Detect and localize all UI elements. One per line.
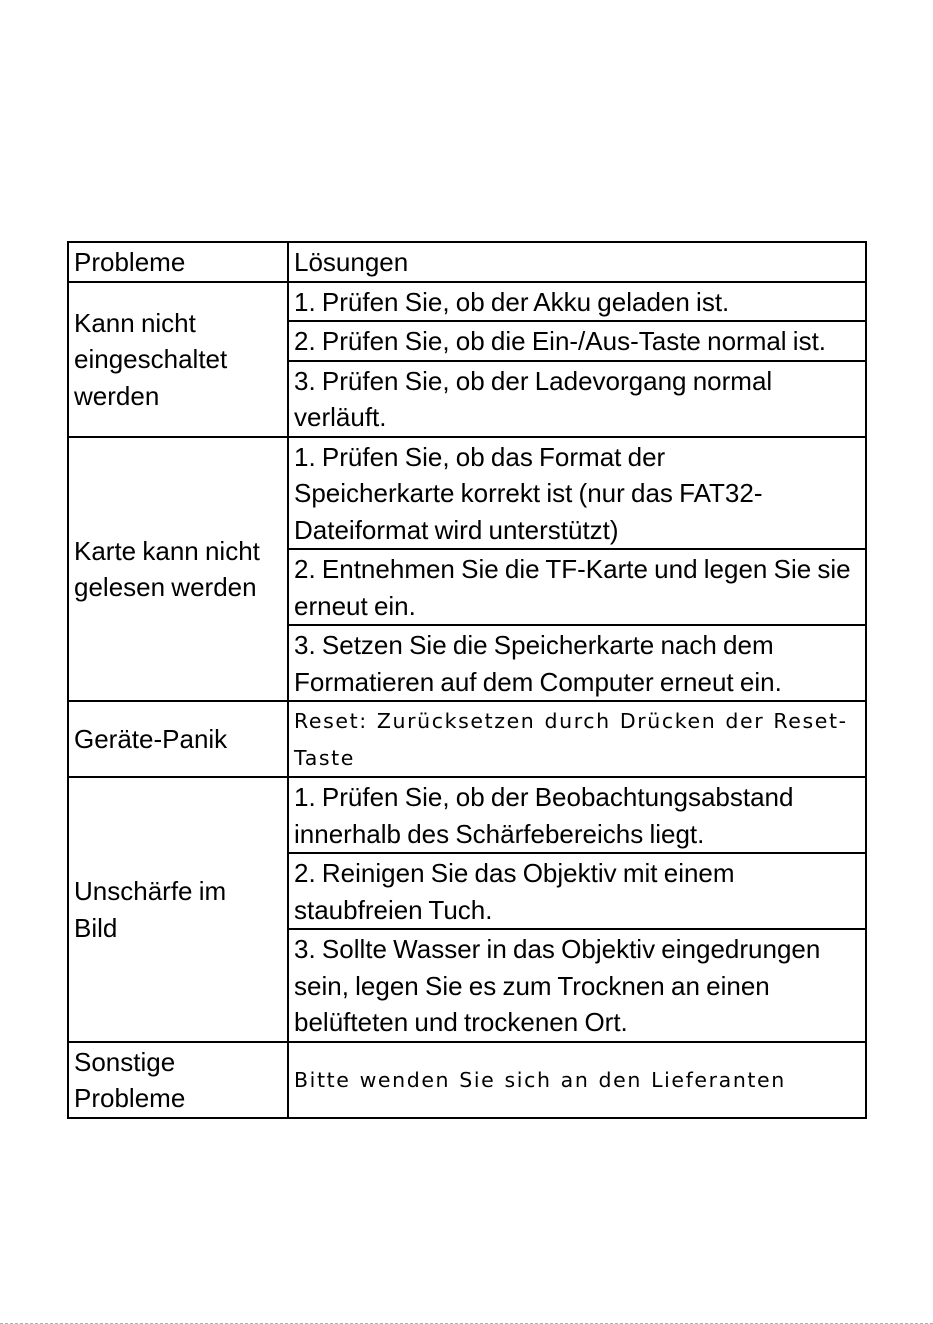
solution-cell: 2. Prüfen Sie, ob die Ein-/Aus-Taste normal ist. xyxy=(288,321,866,361)
solution-cell: 3. Prüfen Sie, ob der Ladevorgang normal verläuft. xyxy=(288,361,866,437)
solution-cell: 3. Setzen Sie die Speicherkarte nach dem Formatieren auf dem Computer erneut ein. xyxy=(288,625,866,701)
solution-cell: Reset: Zurücksetzen durch Drücken der Reset-Taste xyxy=(288,701,866,777)
header-solutions: Lösungen xyxy=(288,242,866,282)
problem-cell: Geräte-Panik xyxy=(68,701,288,777)
solution-cell: Bitte wenden Sie sich an den Lieferanten xyxy=(288,1042,866,1118)
solution-cell: 1. Prüfen Sie, ob das Format der Speicherkarte korrekt ist (nur das FAT32-Dateiformat wird unterstützt) xyxy=(288,437,866,550)
problem-cell: Sonstige Probleme xyxy=(68,1042,288,1118)
header-problems: Probleme xyxy=(68,242,288,282)
table-header-row xyxy=(68,242,866,282)
table-row xyxy=(68,777,866,853)
problem-cell: Unschärfe im Bild xyxy=(68,777,288,1042)
problem-cell: Kann nicht eingeschaltet werden xyxy=(68,282,288,437)
troubleshooting-table xyxy=(67,241,867,1119)
solution-cell: 3. Sollte Wasser in das Objektiv eingedrungen sein, legen Sie es zum Trocknen an einen belüfteten und trockenen Ort. xyxy=(288,929,866,1042)
problem-cell: Karte kann nicht gelesen werden xyxy=(68,437,288,702)
solution-cell: 1. Prüfen Sie, ob der Akku geladen ist. xyxy=(288,282,866,322)
table-row xyxy=(68,282,866,322)
solution-cell: 2. Entnehmen Sie die TF-Karte und legen Sie sie erneut ein. xyxy=(288,549,866,625)
table-row xyxy=(68,1042,866,1118)
solution-cell: 2. Reinigen Sie das Objektiv mit einem staubfreien Tuch. xyxy=(288,853,866,929)
solution-cell: 1. Prüfen Sie, ob der Beobachtungsabstand innerhalb des Schärfebereichs liegt. xyxy=(288,777,866,853)
table-row xyxy=(68,701,866,777)
table-row xyxy=(68,437,866,550)
